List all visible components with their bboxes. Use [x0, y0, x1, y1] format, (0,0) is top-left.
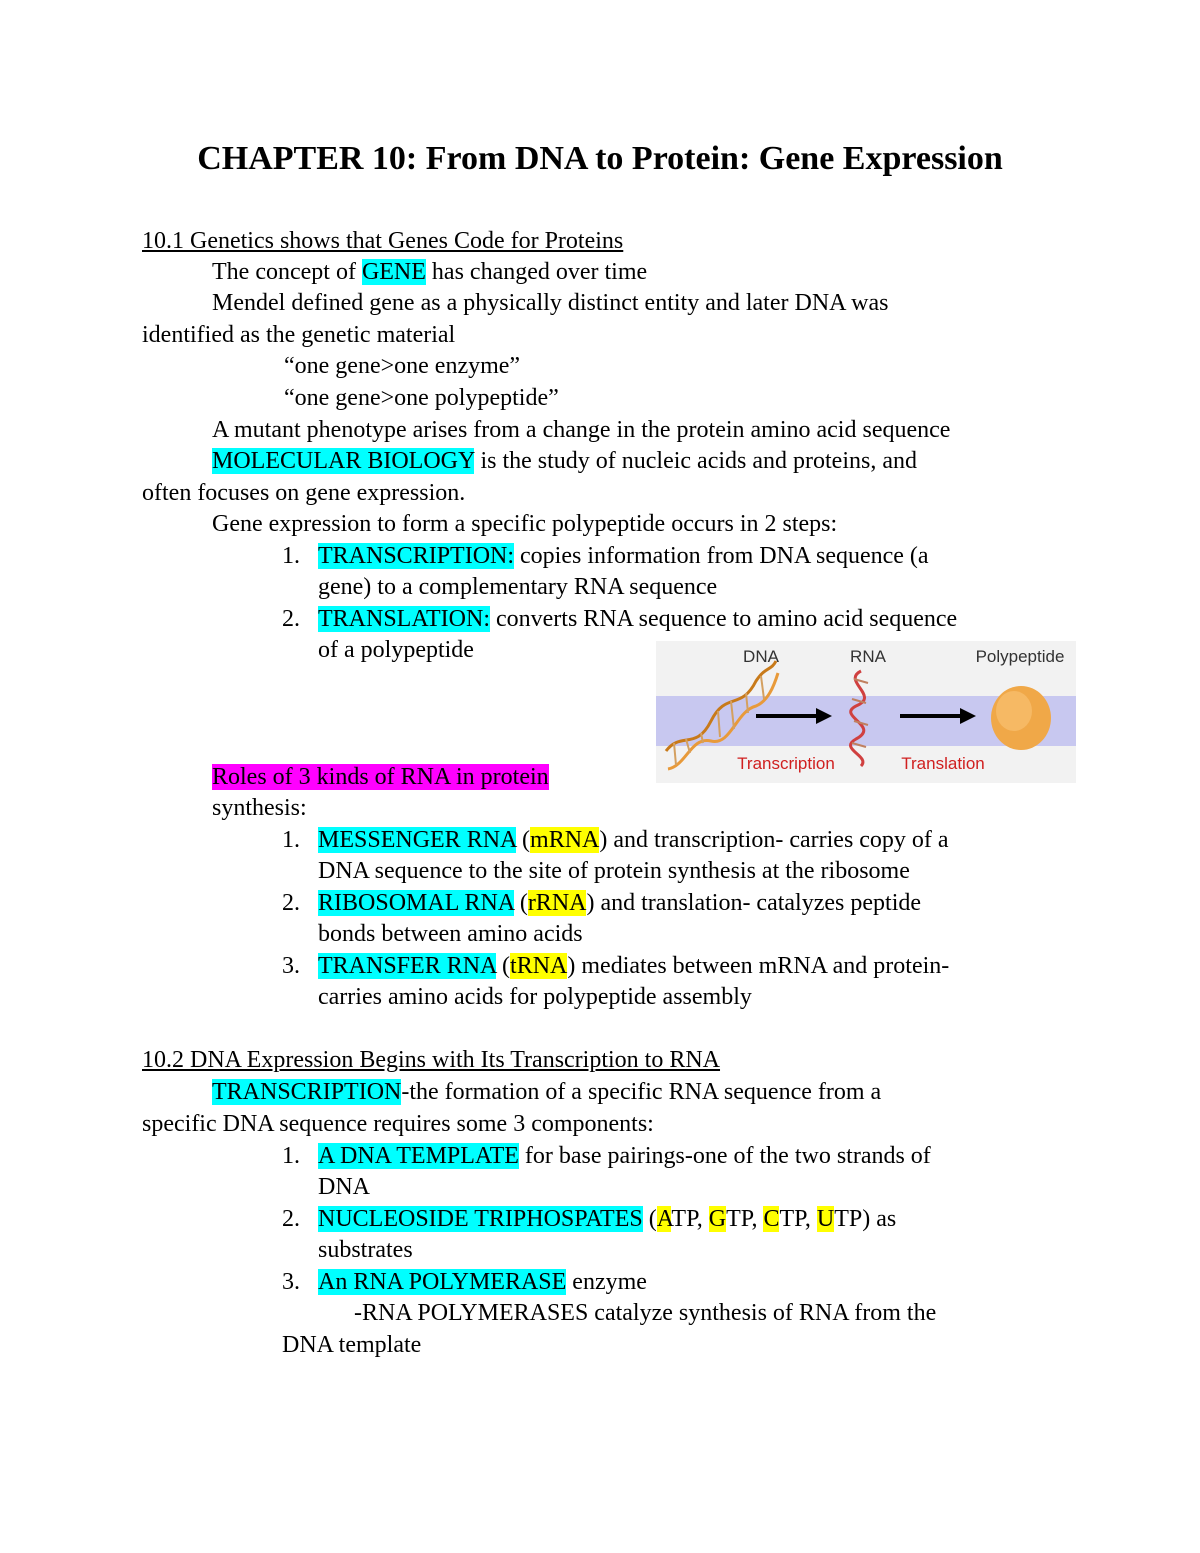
term-gene: GENE: [361, 259, 426, 285]
base-c: C: [763, 1206, 780, 1232]
polypeptide-icon: [991, 686, 1051, 750]
role-trna-cont: carries amino acids for polypeptide assembly: [318, 984, 752, 1010]
list-number: 2.: [282, 606, 300, 632]
transcription-def-line-cont: specific DNA sequence requires some 3 components:: [142, 1111, 654, 1137]
mutant-phenotype-line: A mutant phenotype arises from a change in the protein amino acid sequence: [212, 417, 951, 443]
term-molecular-biology: MOLECULAR BIOLOGY: [212, 448, 475, 474]
roles-heading-cont: synthesis:: [212, 795, 307, 821]
list-number: 2.: [282, 890, 300, 916]
gene-concept-line: The concept of GENE has changed over time: [212, 259, 648, 285]
gene-expression-figure: [656, 641, 1076, 783]
label-dna: DNA: [743, 647, 779, 666]
step-translation: TRANSLATION: converts RNA sequence to amino acid sequence: [318, 606, 958, 632]
roles-heading: [212, 762, 549, 793]
label-transcription: Transcription: [737, 754, 835, 773]
component-nucleoside-triphosphates: NUCLEOSIDE TRIPHOSPATES (ATP, GTP, CTP, UTP) as: [318, 1206, 897, 1232]
role-mrna: MESSENGER RNA (mRNA) and transcription- carries copy of a: [318, 827, 949, 853]
role-mrna-cont: DNA sequence to the site of protein synthesis at the ribosome: [318, 858, 910, 884]
quote-one-polypeptide: “one gene>one polypeptide”: [284, 385, 559, 411]
polymerase-note: -RNA POLYMERASES catalyze synthesis of RNA from the: [354, 1300, 937, 1326]
label-translation: Translation: [901, 754, 985, 773]
role-rrna: RIBOSOMAL RNA (rRNA) and translation- catalyzes peptide: [318, 890, 922, 916]
label-polypeptide: Polypeptide: [975, 647, 1065, 666]
list-number: 1.: [282, 827, 300, 853]
list-number: 2.: [282, 1206, 300, 1232]
step-transcription: TRANSCRIPTION: copies information from DNA sequence (a: [318, 543, 929, 569]
role-rrna-cont: bonds between amino acids: [318, 921, 583, 947]
gene-expression-line: Gene expression to form a specific polypeptide occurs in 2 steps:: [212, 511, 838, 537]
molecular-biology-line: MOLECULAR BIOLOGY is the study of nucleic acids and proteins, and: [212, 448, 917, 474]
mendel-line-cont: identified as the genetic material: [142, 322, 456, 348]
term-ribosomal-rna: RIBOSOMAL RNA: [318, 890, 514, 916]
step-transcription-cont: gene) to a complementary RNA sequence: [318, 574, 718, 600]
abbr-trna: tRNA: [510, 953, 568, 979]
component-rna-polymerase: An RNA POLYMERASE enzyme: [318, 1269, 647, 1295]
base-g: G: [708, 1206, 727, 1232]
term-transcription-2: TRANSCRIPTION: [212, 1079, 402, 1105]
term-transcription: TRANSCRIPTION:: [318, 543, 515, 569]
page-title: CHAPTER 10: From DNA to Protein: Gene Expression: [197, 140, 1003, 177]
term-rna-polymerase: An RNA POLYMERASE: [318, 1269, 567, 1295]
step-translation-cont: of a polypeptide: [318, 637, 474, 663]
label-rna: RNA: [850, 647, 886, 666]
quote-one-enzyme: “one gene>one enzyme”: [284, 353, 521, 379]
term-dna-template: A DNA TEMPLATE: [318, 1143, 519, 1169]
component-dna-template-cont: DNA: [318, 1174, 370, 1200]
component-dna-template: A DNA TEMPLATE for base pairings-one of the two strands of: [318, 1143, 931, 1169]
abbr-mrna: mRNA: [530, 827, 600, 853]
term-transfer-rna: TRANSFER RNA: [318, 953, 497, 979]
section-heading-10-2: 10.2 DNA Expression Begins with Its Transcription to RNA: [142, 1047, 721, 1073]
abbr-rrna: rRNA: [527, 890, 587, 916]
term-translation: TRANSLATION:: [318, 606, 490, 632]
section-heading-10-1: 10.1 Genetics shows that Genes Code for Proteins: [142, 228, 624, 254]
term-nucleoside-triphosphates: NUCLEOSIDE TRIPHOSPATES: [318, 1206, 643, 1232]
list-number: 3.: [282, 953, 300, 979]
component-nucleoside-cont: substrates: [318, 1237, 413, 1263]
list-number: 1.: [282, 1143, 300, 1169]
base-u: U: [816, 1206, 835, 1232]
list-number: 3.: [282, 1269, 300, 1295]
roles-heading-highlight: Roles of 3 kinds of RNA in protein: [212, 764, 549, 790]
molecular-biology-line-cont: often focuses on gene expression.: [142, 480, 466, 506]
list-number: 1.: [282, 543, 300, 569]
polymerase-note-cont: DNA template: [282, 1332, 422, 1358]
mendel-line: Mendel defined gene as a physically distinct entity and later DNA was: [212, 290, 889, 316]
role-trna: TRANSFER RNA (tRNA) mediates between mRNA and protein-: [318, 953, 950, 979]
base-a: A: [656, 1206, 672, 1232]
transcription-def-line: TRANSCRIPTION-the formation of a specific RNA sequence from a: [212, 1079, 882, 1105]
term-messenger-rna: MESSENGER RNA: [318, 827, 517, 853]
